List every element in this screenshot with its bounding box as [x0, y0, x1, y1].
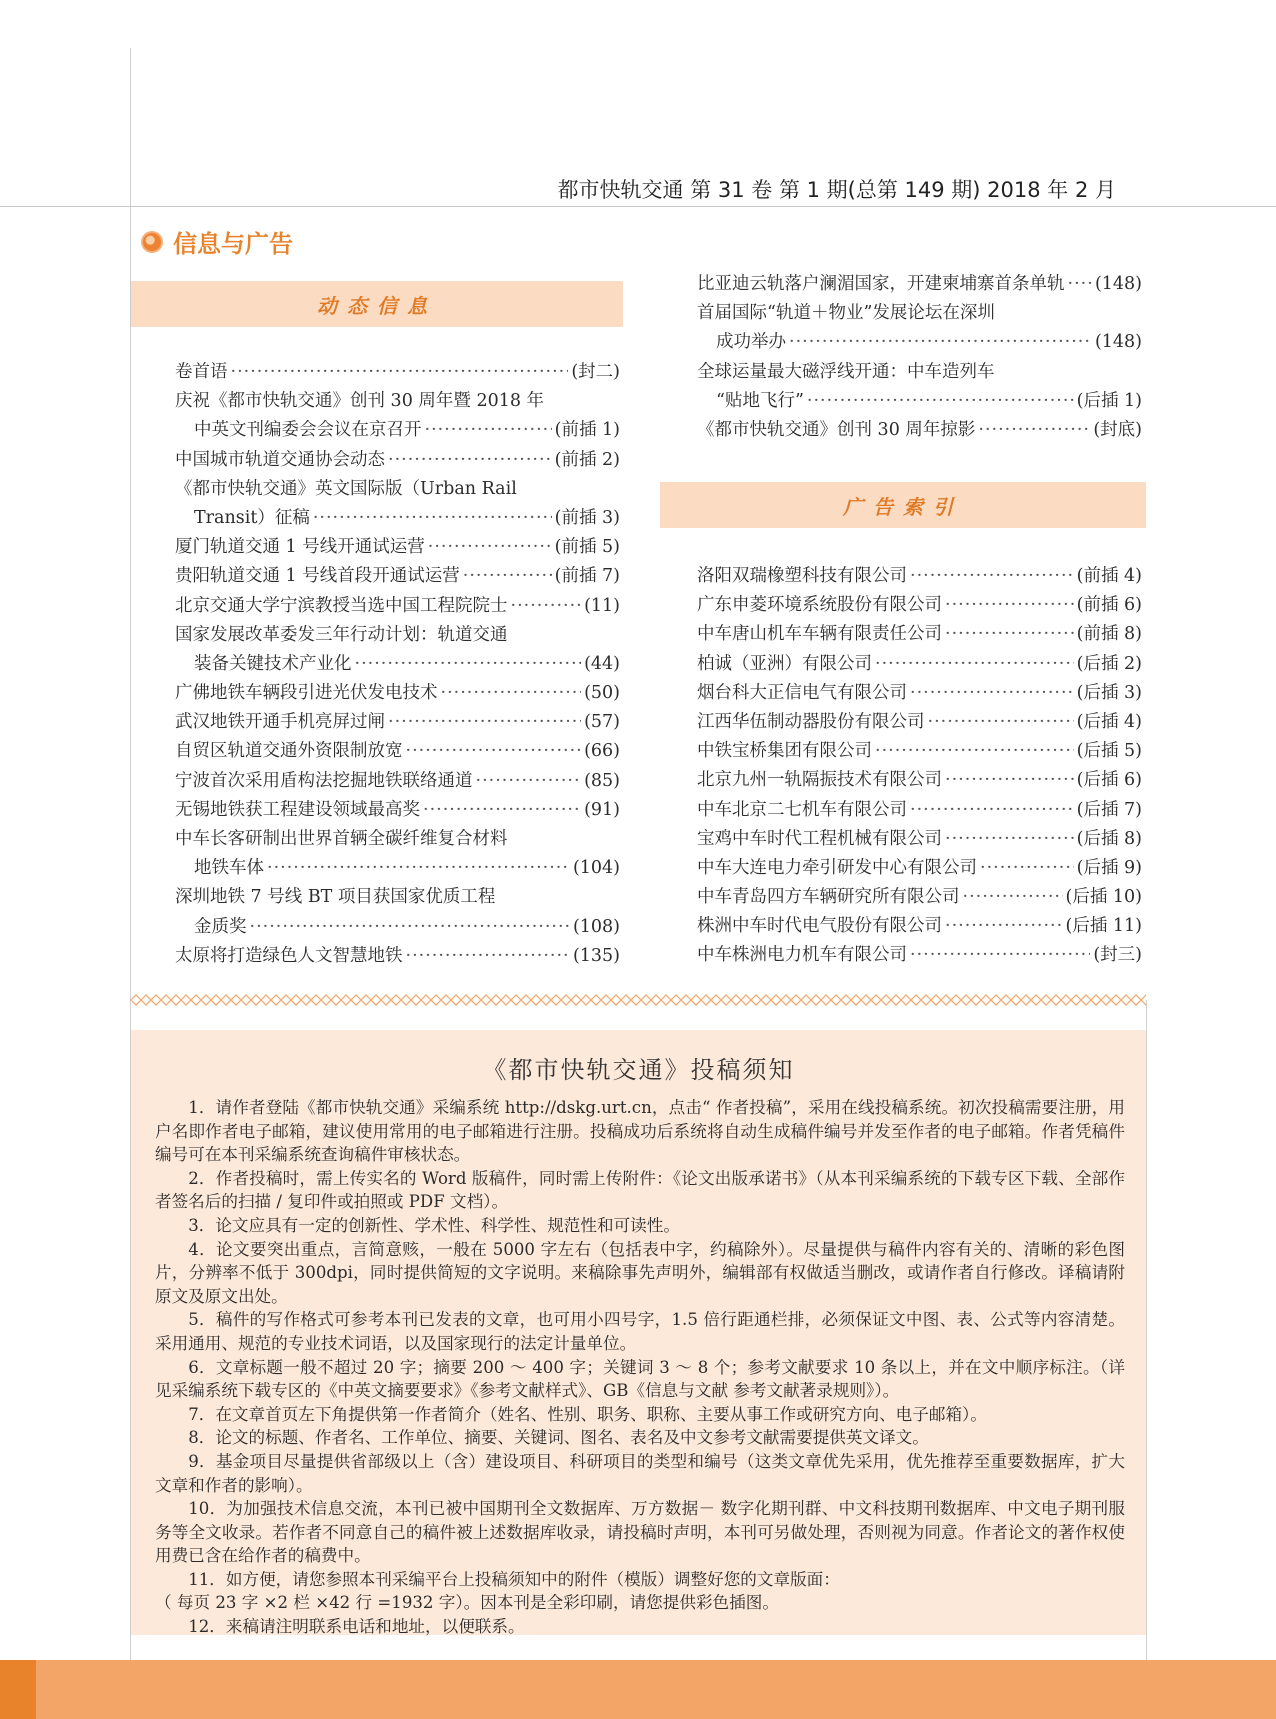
leader-dots [980, 854, 1074, 883]
dynamic-info-heading: 动态信息 [131, 281, 623, 327]
toc-entry-page: (后插 10) [1065, 887, 1142, 908]
toc-entry [175, 767, 620, 796]
toc-entry [175, 504, 620, 533]
leader-dots [875, 737, 1074, 766]
toc-entry-page: (封三) [1093, 945, 1142, 966]
toc-entry-page: (后插 8) [1076, 828, 1142, 849]
toc-entry-title: 庆祝《都市快轨交通》创刊 30 周年暨 2018 年 [175, 391, 545, 412]
toc-entry [697, 679, 1142, 708]
toc-entry-page: (11) [584, 595, 620, 616]
toc-entry-title: 株洲中车时代电气股份有限公司 [697, 916, 942, 937]
toc-entry [175, 358, 620, 387]
toc-entry-page: (57) [584, 712, 620, 733]
toc-entry-page: (后插 2) [1076, 653, 1142, 674]
leader-dots [1068, 270, 1092, 299]
toc-entry [697, 796, 1142, 825]
leader-dots [441, 679, 582, 708]
toc-entry-page: (前插 2) [554, 449, 620, 470]
notice-paragraph: 3．论文应具有一定的创新性、学术性、科学性、规范性和可读性。 [188, 1215, 680, 1235]
toc-entry-title: 装备关键技术产业化 [194, 653, 352, 674]
leader-dots [388, 708, 581, 737]
toc-entry-page: (85) [584, 770, 620, 791]
toc-entry [175, 592, 620, 621]
toc-entry [697, 387, 1142, 416]
toc-entry-title: 中铁宝桥集团有限公司 [697, 741, 872, 762]
notice-paragraph: 4．论文要突出重点，言简意赅，一般在 5000 字左右（包括表中字，约稿除外）。尽量提供与稿件内容有关的、清晰的彩色图片，分辨率不低于 300dpi，同时提供简短的文字说明。来稿除事先声明外，编辑部有权做适当删改，或请作者自行修改。译稿请附原文及原文出处。 [155, 1239, 1125, 1306]
running-header: 都市快轨交通 第 31 卷 第 1 期(总第 149 期) 2018 年 2 月 [557, 178, 1116, 202]
toc-entry-title: 卷首语 [175, 362, 228, 382]
leader-dots [875, 650, 1074, 679]
section-heading [141, 224, 293, 259]
leader-dots [406, 737, 582, 766]
toc-entry-page: (前插 6) [1076, 595, 1142, 616]
toc-entry [697, 708, 1142, 737]
toc-entry-title: 中车唐山机车车辆有限责任公司 [697, 624, 942, 645]
toc-entry-page: (前插 4) [1076, 566, 1142, 586]
toc-entry-title: “贴地飞行” [716, 390, 804, 411]
toc-entry [175, 883, 620, 912]
toc-entry-title: 北京九州一轨隔振技术有限公司 [697, 770, 942, 791]
dynamic-info-list [175, 358, 620, 971]
leader-dots [910, 562, 1074, 591]
toc-entry-title: Transit）征稿 [194, 507, 310, 528]
section-title: 信息与广告 [173, 230, 293, 258]
toc-entry-title: 太原将打造绿色人文智慧地铁 [175, 945, 403, 966]
toc-entry-title: 全球运量最大磁浮线开通：中车造列车 [697, 361, 995, 382]
toc-entry-title: 中车大连电力牵引研发中心有限公司 [697, 857, 977, 878]
toc-entry-page: (前插 7) [554, 566, 620, 587]
toc-entry [697, 591, 1142, 620]
notice-title: 《都市快轨交通》投稿须知 [482, 1056, 795, 1084]
toc-entry-title: 江西华伍制动器股份有限公司 [697, 711, 925, 732]
leader-dots [910, 679, 1074, 708]
submission-notice [131, 1030, 1146, 1635]
leader-dots [945, 825, 1074, 854]
toc-entry-page: (148) [1094, 332, 1142, 353]
notice-paragraph: 5．稿件的写作格式可参考本刊已发表的文章，也可用小四号字，1.5 倍行距通栏排，必须保证文中图、表、公式等内容清楚。采用通用、规范的专业技术词语，以及国家现行的法定计量单位。 [155, 1310, 1125, 1353]
toc-entry-title: 柏诚（亚洲）有限公司 [697, 653, 872, 674]
toc-entry [697, 270, 1142, 299]
toc-entry-page: (后插 1) [1076, 390, 1142, 411]
toc-entry [697, 562, 1142, 591]
toc-entry-title: 广东申菱环境系统股份有限公司 [697, 595, 942, 616]
toc-entry-title: 中车长客研制出世界首辆全碳纤维复合材料 [175, 829, 508, 849]
toc-entry [175, 650, 620, 679]
toc-entry-page: (91) [584, 799, 620, 820]
dynamic-info-list-continued [697, 270, 1142, 445]
toc-entry [175, 942, 620, 971]
toc-entry [697, 941, 1142, 970]
notice-paragraph: 11．如方便，请您参照本刊采编平台上投稿须知中的附件（模版）调整好您的文章版面： [188, 1569, 840, 1589]
notice-paragraph: （ 每页 23 字 ×2 栏 ×42 行 =1932 字）。因本刊是全彩印刷，请您提供彩色插图。 [155, 1593, 779, 1613]
leader-dots [910, 796, 1074, 825]
toc-entry-page: (后插 7) [1076, 799, 1142, 820]
leader-dots [945, 620, 1074, 649]
leader-dots [388, 446, 552, 475]
leader-dots [476, 767, 582, 796]
toc-entry [697, 650, 1142, 679]
leader-dots [945, 912, 1063, 941]
toc-entry [175, 796, 620, 825]
leader-dots [789, 328, 1092, 357]
toc-entry [175, 416, 620, 445]
toc-entry [697, 883, 1142, 912]
leader-dots [267, 854, 570, 883]
notice-body [155, 1096, 1125, 1639]
notice-paragraph: 1．请作者登陆《都市快轨交通》采编系统 http://dskg.urt.cn，点击“ 作者投稿”，采用在线投稿系统。初次投稿需要注册，用户名即作者电子邮箱，建议使用常用的电子邮箱进行注册。投稿成功后系统将自动生成稿件编号并发至作者的电子邮箱。作者凭稿件编号可在本刊采编系统查询稿件审核状态。 [155, 1098, 1125, 1165]
toc-entry [175, 825, 620, 854]
leader-dots [425, 416, 552, 445]
toc-entry-title: 比亚迪云轨落户澜湄国家，开建柬埔寨首条单轨 [697, 274, 1065, 294]
leader-dots [355, 650, 582, 679]
footer-band [0, 1660, 1276, 1719]
toc-entry-page: (前插 8) [1076, 624, 1142, 645]
toc-entry-page: (135) [572, 945, 620, 966]
toc-entry [697, 416, 1142, 445]
toc-entry [697, 825, 1142, 854]
toc-entry-title: 中车北京二七机车有限公司 [697, 799, 907, 820]
toc-entry-title: 国家发展改革委发三年行动计划：轨道交通 [175, 624, 508, 645]
toc-entry [697, 912, 1142, 941]
toc-entry-page: (104) [572, 858, 620, 879]
header-rule [0, 206, 1276, 207]
toc-entry [175, 854, 620, 883]
toc-entry [697, 854, 1142, 883]
toc-entry-title: 洛阳双瑞橡塑科技有限公司 [697, 566, 907, 586]
toc-entry [175, 708, 620, 737]
toc-entry-title: 无锡地铁获工程建设领域最高奖 [175, 799, 420, 820]
toc-entry-page: (前插 1) [554, 420, 620, 441]
toc-entry [175, 913, 620, 942]
toc-entry [697, 358, 1142, 387]
toc-entry-page: (50) [584, 683, 620, 704]
orange-bullet-icon [141, 231, 163, 253]
zigzag-divider [131, 994, 1146, 1006]
toc-entry-page: (封底) [1093, 419, 1142, 440]
toc-entry-title: 《都市快轨交通》英文国际版（Urban Rail [175, 478, 517, 499]
toc-entry-title: 烟台科大正信电气有限公司 [697, 682, 907, 703]
toc-entry-title: 宝鸡中车时代工程机械有限公司 [697, 828, 942, 849]
toc-entry-page: (44) [584, 653, 620, 674]
leader-dots [928, 708, 1074, 737]
toc-entry-title: 地铁车体 [194, 858, 264, 879]
toc-entry-page: (148) [1094, 274, 1142, 294]
toc-entry-title: 中车株洲电力机车有限公司 [697, 945, 907, 966]
leader-dots [963, 883, 1063, 912]
leader-dots [423, 796, 581, 825]
toc-entry [175, 621, 620, 650]
toc-entry-title: 深圳地铁 7 号线 BT 项目获国家优质工程 [175, 887, 496, 908]
toc-entry [697, 299, 1142, 328]
toc-entry-page: (封二) [571, 362, 620, 382]
ad-index-list [697, 562, 1142, 971]
ad-index-heading: 广告索引 [660, 482, 1146, 528]
leader-dots [313, 504, 552, 533]
toc-entry-title: 成功举办 [716, 332, 786, 353]
footer-tab [0, 1660, 36, 1719]
toc-entry-page: (后插 9) [1076, 857, 1142, 878]
toc-entry [175, 533, 620, 562]
notice-paragraph: 7．在文章首页左下角提供第一作者简介（姓名、性别、职务、职称、主要从事工作或研究方向、电子邮箱）。 [188, 1404, 987, 1424]
toc-entry [175, 737, 620, 766]
toc-entry [697, 766, 1142, 795]
leader-dots [231, 358, 569, 387]
toc-entry-title: 贵阳轨道交通 1 号线首段开通试运营 [175, 566, 460, 587]
toc-entry-title: 《都市快轨交通》创刊 30 周年掠影 [697, 419, 976, 440]
toc-entry-page: (后插 5) [1076, 741, 1142, 762]
leader-dots [511, 592, 582, 621]
toc-entry-title: 中国城市轨道交通协会动态 [175, 449, 385, 470]
leader-dots [463, 562, 552, 591]
leader-dots [945, 766, 1074, 795]
toc-entry-title: 自贸区轨道交通外资限制放宽 [175, 741, 403, 762]
toc-entry [175, 387, 620, 416]
notice-paragraph: 12．来稿请注明联系电话和地址，以便联系。 [188, 1617, 525, 1637]
leader-dots [978, 416, 1090, 445]
toc-entry-title: 金质奖 [194, 916, 247, 937]
toc-entry-page: (后插 11) [1065, 916, 1142, 937]
toc-entry-title: 宁波首次采用盾构法挖掘地铁联络通道 [175, 770, 473, 791]
toc-entry [175, 562, 620, 591]
toc-entry-title: 首届国际“轨道＋物业”发展论坛在深圳 [697, 303, 995, 324]
leader-dots [428, 533, 552, 562]
leader-dots [406, 942, 570, 971]
toc-entry-page: (后插 6) [1076, 770, 1142, 791]
toc-entry [697, 620, 1142, 649]
toc-entry-page: (前插 5) [554, 537, 620, 558]
toc-entry-title: 中英文刊编委会会议在京召开 [194, 420, 422, 441]
right-margin-rule [1146, 1000, 1147, 1671]
toc-entry [175, 679, 620, 708]
leader-dots [910, 941, 1090, 970]
toc-entry-page: (后插 4) [1076, 711, 1142, 732]
toc-entry-title: 北京交通大学宁滨教授当选中国工程院院士 [175, 595, 508, 616]
notice-paragraph: 9．基金项目尽量提供省部级以上（含）建设项目、科研项目的类型和编号（这类文章优先采用，优先推荐至重要数据库，扩大文章和作者的影响）。 [155, 1451, 1125, 1495]
leader-dots [807, 387, 1074, 416]
toc-entry [175, 446, 620, 475]
leader-dots [250, 913, 570, 942]
toc-entry-title: 武汉地铁开通手机亮屏过闸 [175, 712, 385, 733]
toc-entry [697, 328, 1142, 357]
toc-entry-title: 厦门轨道交通 1 号线开通试运营 [175, 537, 425, 558]
notice-paragraph: 6．文章标题一般不超过 20 字；摘要 200 ～ 400 字；关键词 3 ～ 8 个；参考文献要求 10 条以上，并在文中顺序标注。（详见采编系统下载专区的《中英文摘要要求》《参考文献样式》、GB《信息与文献 参考文献著录规则》）。 [155, 1357, 1125, 1401]
toc-entry [175, 475, 620, 504]
notice-paragraph: 10．为加强技术信息交流，本刊已被中国期刊全文数据库、万方数据－ 数字化期刊群、中文科技期刊数据库、中文电子期刊服务等全文收录。若作者不同意自己的稿件被上述数据库收录，请投稿时声明，本刊可另做处理，否则视为同意。作者论文的著作权使用费已含在给作者的稿费中。 [155, 1499, 1125, 1566]
notice-paragraph: 8．论文的标题、作者名、工作单位、摘要、关键词、图名、表名及中文参考文献需要提供英文译文。 [188, 1428, 929, 1448]
toc-entry-page: (108) [572, 916, 620, 937]
toc-entry-title: 广佛地铁车辆段引进光伏发电技术 [175, 683, 438, 704]
toc-entry-title: 中车青岛四方车辆研究所有限公司 [697, 887, 960, 908]
toc-entry-page: (前插 3) [554, 507, 620, 528]
notice-paragraph: 2．作者投稿时，需上传实名的 Word 版稿件，同时需上传附件：《论文出版承诺书》（从本刊采编系统的下载专区下载、全部作者签名后的扫描 / 复印件或拍照或 PDF 文档）。 [155, 1168, 1125, 1212]
leader-dots [945, 591, 1074, 620]
toc-entry [697, 737, 1142, 766]
toc-entry-page: (66) [584, 741, 620, 762]
toc-entry-page: (后插 3) [1076, 682, 1142, 703]
